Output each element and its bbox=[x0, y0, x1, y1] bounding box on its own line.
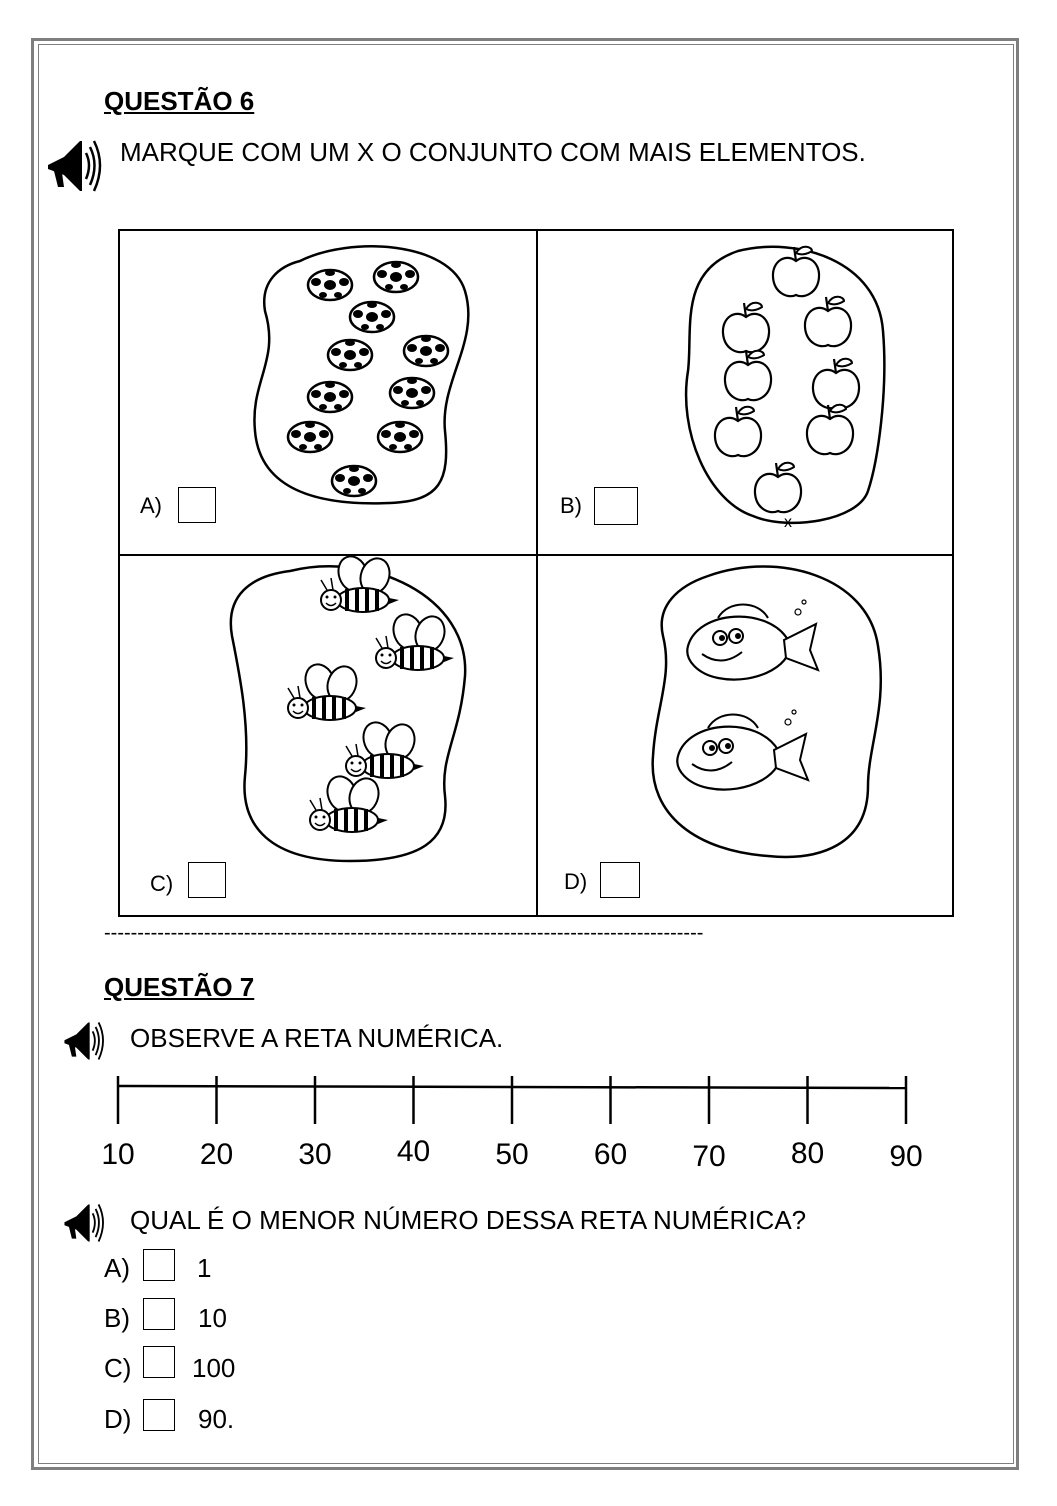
question-7-title: QUESTÃO 7 bbox=[104, 972, 255, 1002]
number-line-label: 60 bbox=[593, 1138, 628, 1171]
option-d-letter: D) bbox=[104, 1404, 132, 1434]
set-b-checkbox[interactable] bbox=[594, 487, 638, 525]
soccer-ball-icon bbox=[350, 302, 394, 332]
apple-icons bbox=[715, 247, 859, 512]
apple-icon bbox=[725, 351, 771, 400]
set-d-cell bbox=[538, 556, 954, 915]
number-line-label: 40 bbox=[396, 1135, 431, 1168]
question-6-title: QUESTÃO 6 bbox=[104, 86, 255, 116]
apple-icon bbox=[715, 407, 761, 456]
option-c-checkbox[interactable] bbox=[143, 1346, 175, 1378]
option-b-value: 10 bbox=[198, 1303, 227, 1333]
option-a-value: 1 bbox=[197, 1253, 212, 1283]
number-line bbox=[100, 1072, 940, 1176]
soccer-ball-icon bbox=[374, 262, 418, 292]
speaker-icon[interactable] bbox=[54, 1200, 112, 1246]
set-c-letter: C) bbox=[150, 871, 174, 896]
soccer-ball-icon bbox=[378, 422, 422, 452]
question-7-instruction: OBSERVE A RETA NUMÉRICA. bbox=[130, 1023, 504, 1053]
option-d-value: 90. bbox=[198, 1404, 235, 1434]
sets-grid bbox=[118, 229, 954, 917]
set-c-cell bbox=[120, 556, 536, 915]
option-b-checkbox[interactable] bbox=[143, 1298, 175, 1330]
speaker-icon[interactable] bbox=[54, 1018, 112, 1064]
option-a-letter: A) bbox=[104, 1253, 130, 1283]
bee-icon bbox=[321, 556, 399, 612]
soccer-ball-icon bbox=[390, 378, 434, 408]
set-c-bees bbox=[120, 556, 536, 915]
option-c-value: 100 bbox=[192, 1353, 236, 1383]
soccer-ball-icon bbox=[288, 422, 332, 452]
set-c-checkbox[interactable] bbox=[188, 862, 226, 898]
option-b-letter: B) bbox=[104, 1303, 130, 1333]
option-d-checkbox[interactable] bbox=[143, 1399, 175, 1431]
separator-line: ------------------------------------------------------------------------------------------ bbox=[104, 922, 704, 944]
apple-icon bbox=[805, 297, 851, 346]
number-line-label: 90 bbox=[889, 1140, 923, 1173]
bee-icons bbox=[288, 556, 454, 832]
set-b-cell bbox=[538, 231, 954, 554]
bee-icon bbox=[310, 772, 388, 832]
fish-icons bbox=[677, 600, 818, 790]
question-6-instruction: MARQUE COM UM X O CONJUNTO COM MAIS ELEMENTOS. bbox=[120, 137, 866, 167]
bee-icon bbox=[288, 660, 366, 720]
apple-icon bbox=[813, 359, 859, 408]
set-a-cell bbox=[120, 231, 536, 554]
soccer-ball-icon bbox=[328, 340, 372, 370]
set-d-letter: D) bbox=[564, 869, 588, 894]
number-line-label: 50 bbox=[495, 1138, 529, 1171]
ball-icons bbox=[288, 262, 448, 496]
apple-icon bbox=[807, 405, 853, 454]
bee-icon bbox=[346, 718, 424, 778]
bee-icon bbox=[376, 610, 454, 670]
fish-icon bbox=[687, 600, 818, 680]
svg-text:x: x bbox=[784, 514, 792, 531]
soccer-ball-icon bbox=[332, 466, 376, 496]
speaker-icon[interactable] bbox=[44, 135, 102, 197]
question-7-prompt: QUAL É O MENOR NÚMERO DESSA RETA NUMÉRICA? bbox=[130, 1205, 807, 1235]
option-c-letter: C) bbox=[104, 1353, 132, 1383]
set-d-checkbox[interactable] bbox=[600, 862, 640, 898]
set-a-letter: A) bbox=[140, 493, 162, 518]
number-line-label: 10 bbox=[101, 1138, 135, 1171]
number-line-label: 80 bbox=[790, 1137, 825, 1170]
set-a-checkbox[interactable] bbox=[178, 487, 216, 523]
soccer-ball-icon bbox=[308, 382, 352, 412]
number-line-label: 30 bbox=[298, 1138, 332, 1171]
option-a-checkbox[interactable] bbox=[143, 1249, 175, 1281]
number-line-label: 70 bbox=[692, 1140, 726, 1173]
soccer-ball-icon bbox=[308, 270, 352, 300]
soccer-ball-icon bbox=[404, 336, 448, 366]
apple-icon bbox=[773, 247, 819, 296]
number-line-label: 20 bbox=[199, 1138, 234, 1171]
set-b-letter: B) bbox=[560, 493, 582, 518]
fish-icon bbox=[677, 710, 808, 790]
apple-icon bbox=[723, 303, 769, 352]
apple-icon bbox=[755, 463, 801, 512]
